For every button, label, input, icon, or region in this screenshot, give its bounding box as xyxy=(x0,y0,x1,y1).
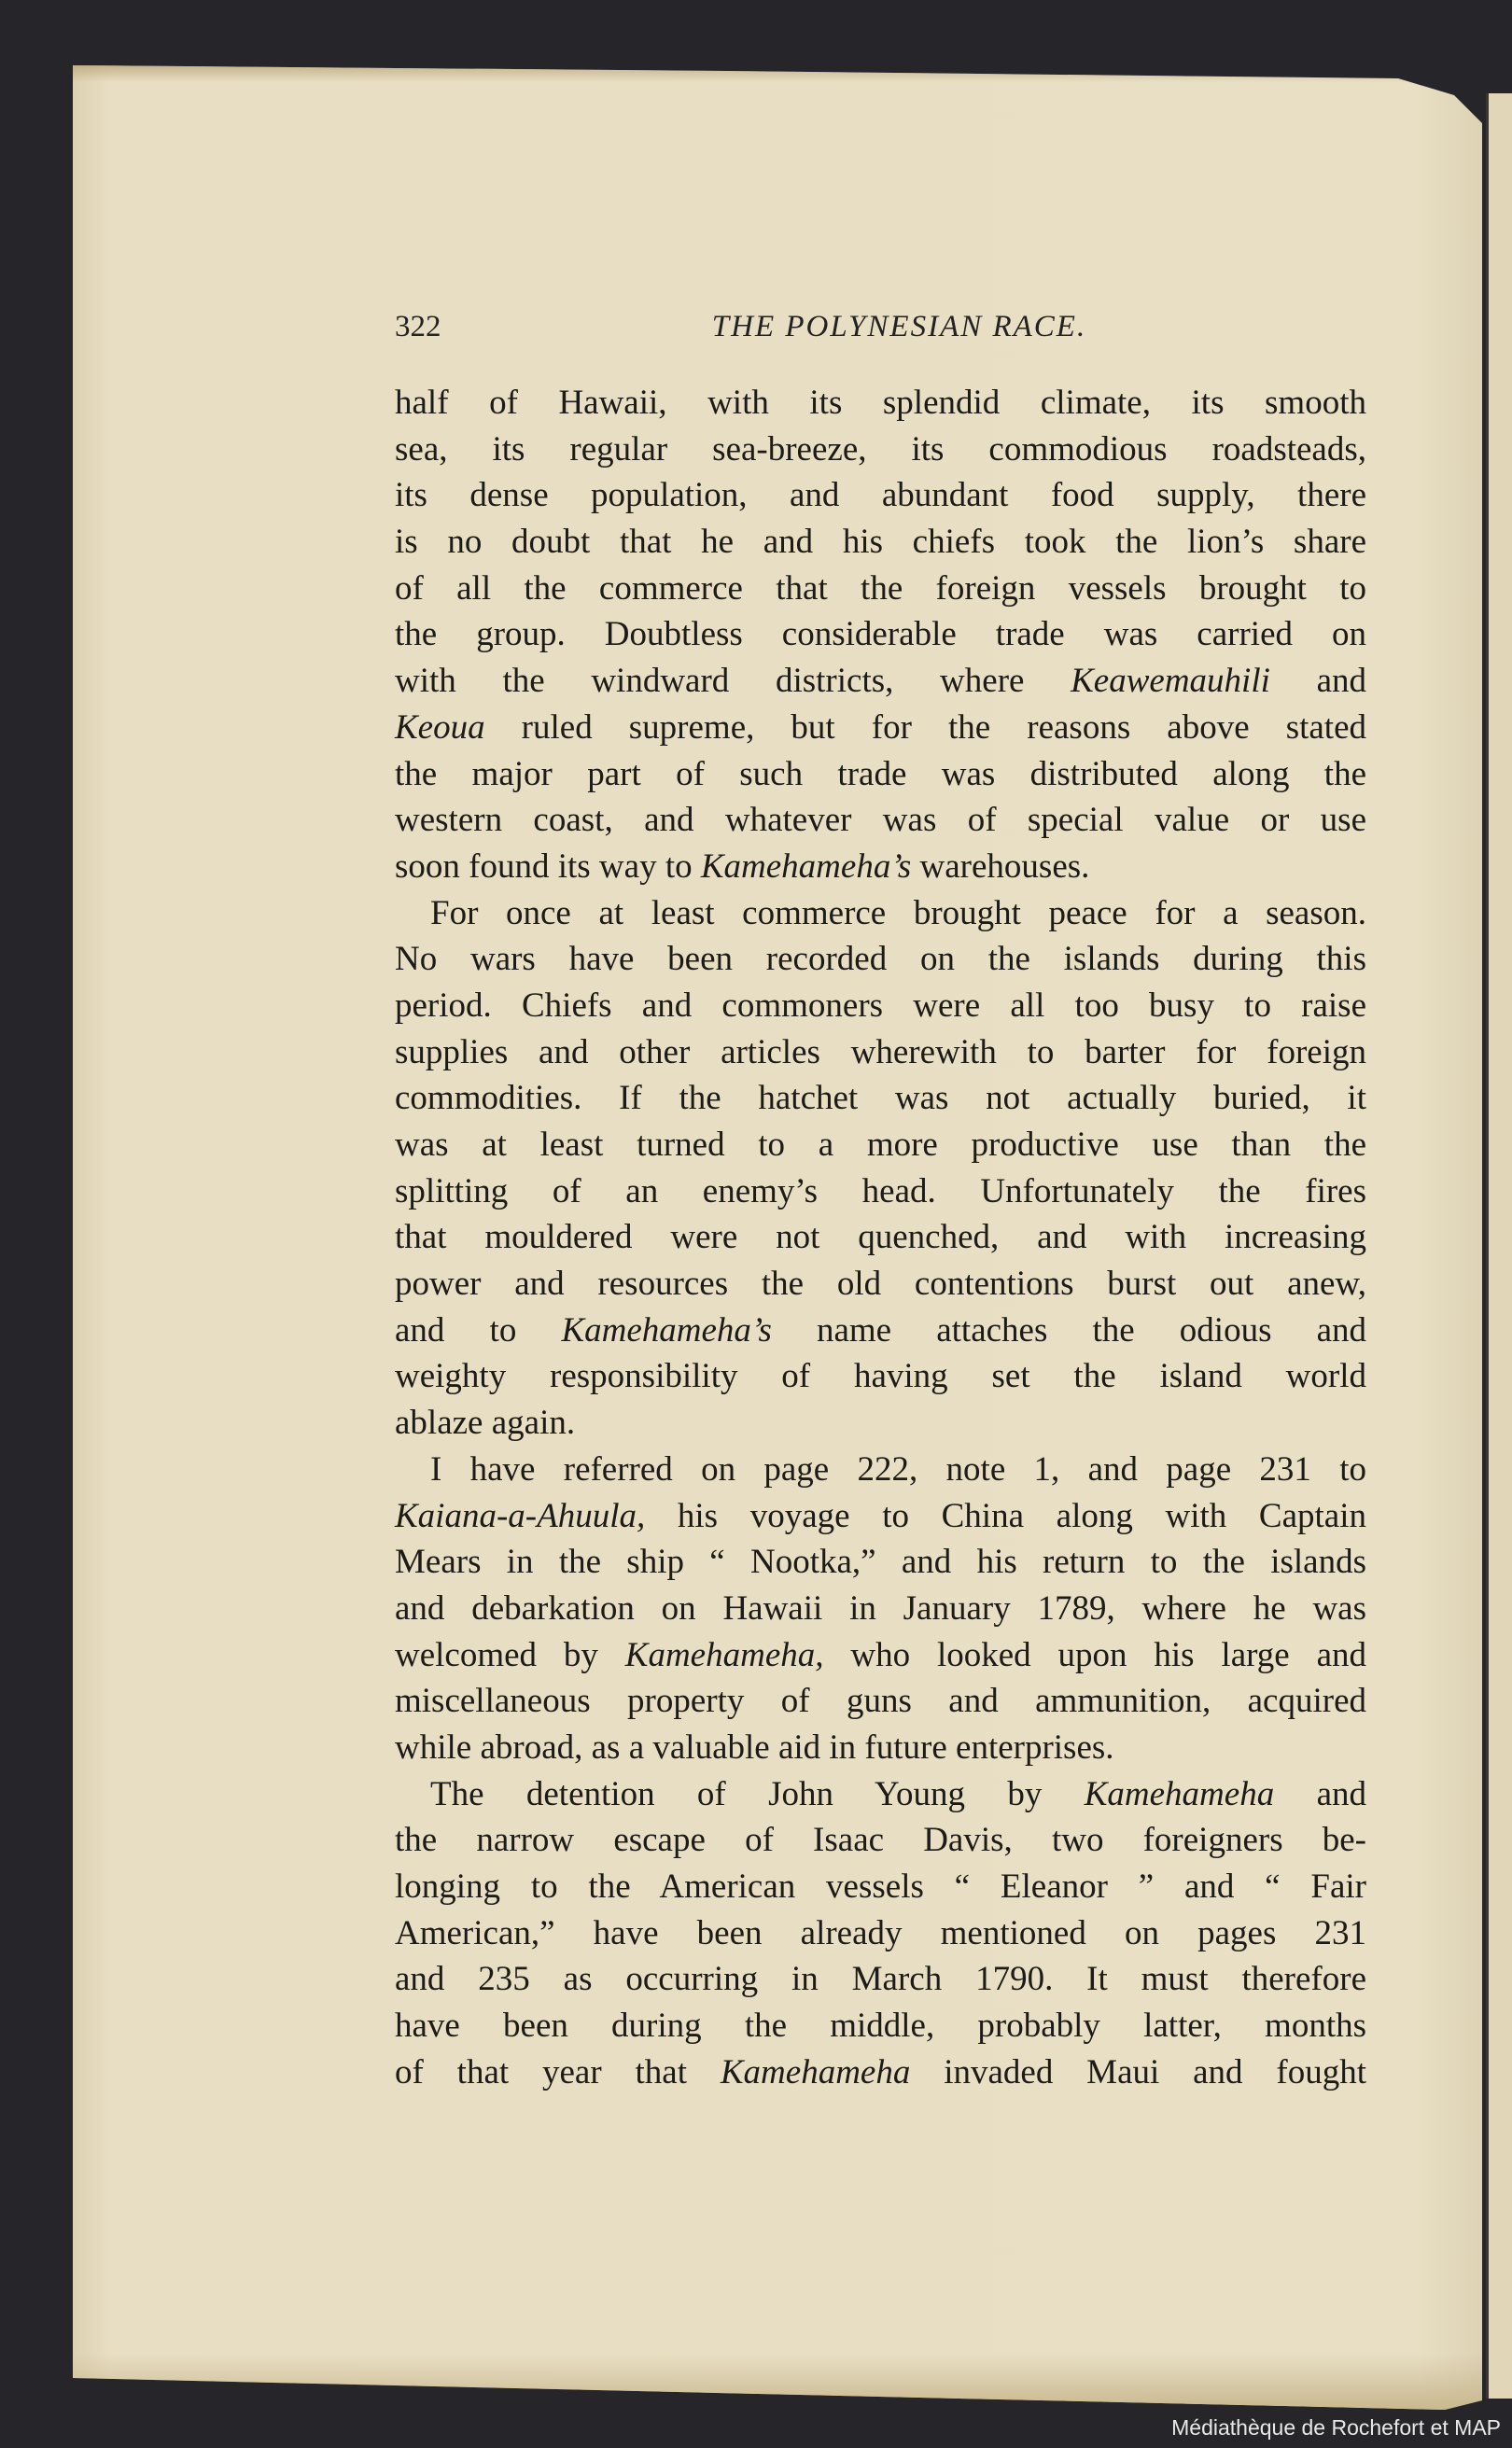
text-span: and xyxy=(1269,662,1366,701)
text-span: splitting of an enemy’s head. Unfortunately the fires xyxy=(395,1171,1366,1210)
text-line xyxy=(395,519,1366,566)
text-span: No wars have been recorded on the islands during this xyxy=(395,940,1366,979)
text-line xyxy=(395,2049,1366,2096)
italic-name: Kamehameha, xyxy=(624,1635,824,1674)
text-line xyxy=(395,797,1366,844)
text-line xyxy=(395,566,1366,612)
text-line xyxy=(395,1493,1366,1540)
page-top-edge xyxy=(73,58,1482,82)
italic-name: Kamehameha’s xyxy=(561,1310,772,1350)
text-line xyxy=(395,658,1366,705)
text-span: half of Hawaii, with its splendid climate, its smooth xyxy=(395,384,1366,422)
text-span: I have referred on page 222, note 1, and page 231 to xyxy=(430,1449,1366,1489)
text-span: that mouldered were not quenched, and with increasing xyxy=(395,1218,1366,1257)
text-span: and xyxy=(1274,1774,1366,1813)
text-line xyxy=(395,844,1366,890)
running-header xyxy=(395,304,1366,351)
text-line xyxy=(395,1353,1366,1400)
text-span: The detention of John Young by xyxy=(430,1774,1085,1813)
text-line xyxy=(395,427,1366,473)
text-line xyxy=(395,1214,1366,1261)
page-number: 322 xyxy=(395,310,441,343)
adjacent-page-edge xyxy=(1486,93,1512,2399)
text-span: Mears in the ship “ Nootka,” and his return to the islands xyxy=(395,1543,1366,1582)
italic-name: Keoua xyxy=(395,707,485,747)
text-line xyxy=(395,1447,1366,1493)
text-span: with the windward districts, where xyxy=(395,662,1071,701)
italic-name: Kamehameha xyxy=(1084,1774,1275,1813)
text-line xyxy=(395,705,1366,751)
text-span: commodities. If the hatchet was not actually buried, it xyxy=(395,1079,1366,1118)
text-span: and 235 as occurring in March 1790. It must therefore xyxy=(395,1960,1366,1999)
text-line xyxy=(395,1910,1366,1957)
text-line xyxy=(395,1075,1366,1122)
text-line xyxy=(395,1400,1366,1447)
text-span: and debarkation on Hawaii in January 1789, where he was xyxy=(395,1588,1366,1628)
text-line xyxy=(395,1864,1366,1910)
body-text xyxy=(395,380,1366,2095)
text-line xyxy=(395,1725,1366,1771)
text-line xyxy=(395,2003,1366,2049)
text-span: and to xyxy=(395,1310,562,1350)
text-line xyxy=(395,936,1366,983)
text-span: is no doubt that he and his chiefs took the lion’s share xyxy=(395,523,1366,562)
text-span: name attaches the odious and xyxy=(771,1310,1367,1350)
text-line xyxy=(395,1956,1366,2003)
text-span: longing to the American vessels “ Eleanor ” and “ Fair xyxy=(395,1867,1366,1906)
italic-name: Kamehameha’s xyxy=(700,846,912,886)
text-span: was at least turned to a more productive use than the xyxy=(395,1126,1366,1164)
text-line xyxy=(395,472,1366,519)
page-bottom-edge xyxy=(73,2354,1482,2410)
text-span: miscellaneous property of guns and ammunition, acquired xyxy=(395,1682,1366,1721)
text-span: For once at least commerce brought peace for a season. xyxy=(430,893,1366,932)
text-span: American,” have been already mentioned on pages 231 xyxy=(395,1913,1366,1952)
text-line xyxy=(395,983,1366,1029)
watermark: Médiathèque de Rochefort et MAP xyxy=(1171,2415,1501,2440)
text-span: while abroad, as a valuable aid in future enterprises. xyxy=(395,1728,1114,1767)
text-span: who looked upon his large and xyxy=(823,1635,1366,1674)
text-span: have been during the middle, probably latter, months xyxy=(395,2007,1366,2046)
text-span: the major part of such trade was distributed along the xyxy=(395,754,1366,793)
text-span: ruled supreme, but for the reasons above stated xyxy=(484,707,1366,747)
text-line xyxy=(395,1586,1366,1632)
text-span: soon found its way to xyxy=(395,846,701,886)
italic-name: Keawemauhili xyxy=(1071,662,1270,701)
text-line xyxy=(395,1122,1366,1168)
text-span: the narrow escape of Isaac Davis, two foreigners be- xyxy=(395,1821,1366,1860)
text-line xyxy=(395,1261,1366,1308)
text-line xyxy=(395,890,1366,937)
text-span: weighty responsibility of having set the island world xyxy=(395,1357,1366,1396)
text-line xyxy=(395,1539,1366,1586)
text-span: the group. Doubtless considerable trade was carried on xyxy=(395,615,1366,654)
text-span: of all the commerce that the foreign vessels brought to xyxy=(395,568,1366,608)
text-line xyxy=(395,1678,1366,1725)
text-span: warehouses. xyxy=(911,846,1090,886)
text-span: of that year that xyxy=(395,2052,721,2091)
italic-name: Kamehameha xyxy=(720,2052,911,2091)
text-line xyxy=(395,380,1366,427)
italic-name: Kaiana-a-Ahuula, xyxy=(395,1496,646,1535)
text-span: welcomed by xyxy=(395,1635,625,1674)
text-span: period. Chiefs and commoners were all too busy to raise xyxy=(395,986,1366,1025)
text-line xyxy=(395,1168,1366,1215)
text-span: invaded Maui and fought xyxy=(910,2052,1367,2091)
text-line xyxy=(395,1308,1366,1354)
text-span: ablaze again. xyxy=(395,1404,576,1443)
text-line xyxy=(395,611,1366,658)
text-span: his voyage to China along with Captain xyxy=(645,1496,1366,1535)
text-line xyxy=(395,751,1366,798)
text-span: sea, its regular sea-breeze, its commodious roadsteads, xyxy=(395,429,1366,469)
text-span: its dense population, and abundant food supply, there xyxy=(395,476,1366,515)
text-line xyxy=(395,1771,1366,1818)
text-span: supplies and other articles wherewith to barter for foreign xyxy=(395,1032,1366,1071)
text-line xyxy=(395,1632,1366,1679)
text-span: western coast, and whatever was of special value or use xyxy=(395,801,1366,840)
running-title: THE POLYNESIAN RACE. xyxy=(711,310,1087,343)
text-line xyxy=(395,1817,1366,1864)
text-line xyxy=(395,1029,1366,1076)
text-span: power and resources the old contentions burst out anew, xyxy=(395,1265,1366,1304)
